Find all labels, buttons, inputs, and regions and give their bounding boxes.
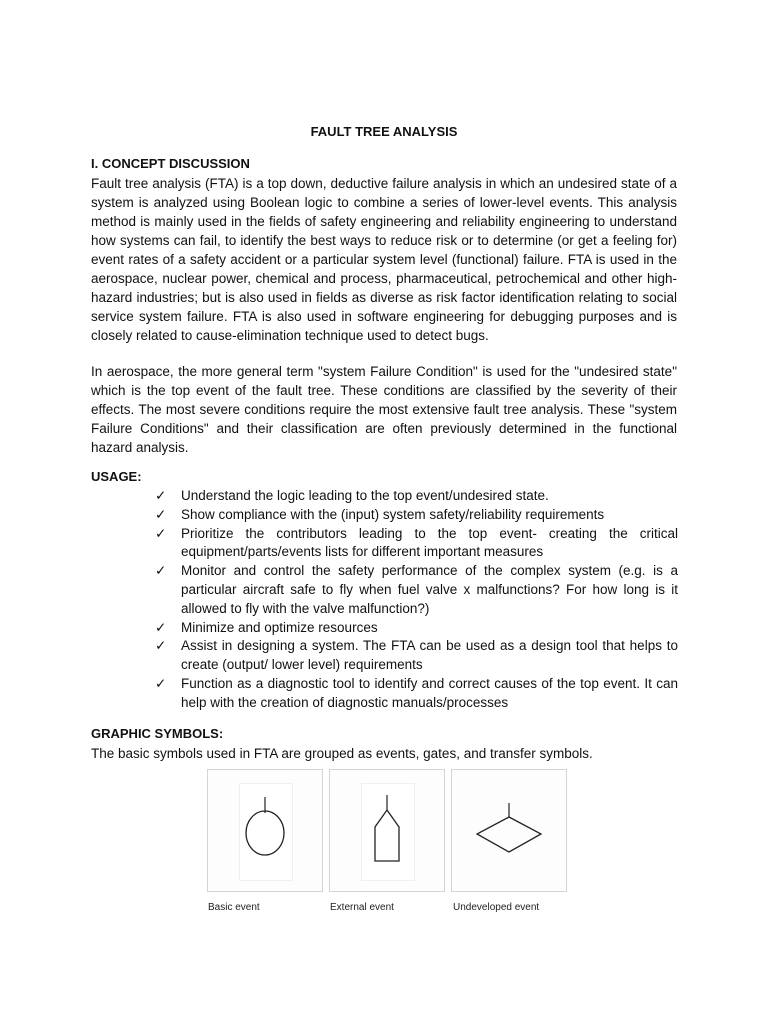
diamond-event-icon	[452, 770, 566, 891]
circle-event-icon	[208, 770, 322, 891]
graphic-symbols-heading: GRAPHIC SYMBOLS:	[91, 726, 224, 741]
checkmark-icon: ✓	[155, 563, 167, 579]
usage-heading: USAGE:	[91, 469, 142, 484]
usage-item-text: Function as a diagnostic tool to identify and correct causes of the top event. It can help with the creation of diagnostic manuals/processes	[181, 675, 678, 710]
usage-item-text: Prioritize the contributors leading to the top event- creating the critical equipment/parts/events lists for different important measures	[181, 525, 678, 560]
usage-item	[155, 487, 678, 506]
usage-item-text: Show compliance with the (input) system safety/reliability requirements	[181, 506, 605, 522]
external-event-box	[329, 769, 445, 892]
usage-item	[155, 675, 678, 713]
basic-event-box	[207, 769, 323, 892]
usage-item-text: Assist in designing a system. The FTA can be used as a design tool that helps to create (output/ lower level) requirements	[181, 638, 678, 673]
house-event-icon	[330, 770, 444, 891]
document-title: FAULT TREE ANALYSIS	[310, 124, 458, 139]
checkmark-icon: ✓	[155, 488, 167, 503]
usage-item	[155, 525, 678, 563]
external-event-label: External event	[330, 902, 394, 913]
usage-item	[155, 637, 678, 675]
concept-paragraph-2: In aerospace, the more general term "system Failure Condition" is used for the "undesired state" which is the top event of the fault tree. These conditions are classified by the severity of their effects. The most severe conditions require the most extensive fault tree analysis. These "system Failure Conditions" and their classification are often previously determined in the functional hazard analysis.	[91, 364, 677, 455]
undeveloped-event-label: Undeveloped event	[453, 902, 540, 913]
usage-item-text: Understand the logic leading to the top event/undesired state.	[181, 488, 549, 503]
undeveloped-event-box	[451, 769, 567, 892]
checkmark-icon: ✓	[155, 638, 167, 654]
concept-paragraph-1: Fault tree analysis (FTA) is a top down, deductive failure analysis in which an undesired state of a system is analyzed using Boolean logic to combine a series of lower-level events. This analysis method is mainly used in the fields of safety engineering and reliability engineering to understand how systems can fail, to identify the best ways to reduce risk or to determine (or get a feeling for) event rates of a safety accident or a particular system level (functional) failure. FTA is used in the aerospace, nuclear power, chemical and process, pharmaceutical, petrochemical and other high-hazard industries; but is also used in fields as diverse as risk factor identification relating to social service system failure. FTA is also used in software engineering for debugging purposes and is closely related to cause-elimination technique used to detect bugs.	[91, 176, 677, 343]
checkmark-icon: ✓	[155, 675, 167, 691]
usage-item	[155, 562, 678, 618]
concept-heading: I. CONCEPT DISCUSSION	[91, 156, 250, 171]
graphic-symbols-intro: The basic symbols used in FTA are grouped as events, gates, and transfer symbols.	[91, 746, 593, 761]
checkmark-icon: ✓	[155, 525, 167, 541]
checkmark-icon: ✓	[155, 619, 167, 635]
usage-item	[155, 506, 678, 525]
usage-item-text: Minimize and optimize resources	[181, 619, 378, 635]
usage-item-text: Monitor and control the safety performance of the complex system (e.g. is a particular aircraft safe to fly when fuel valve x malfunctions? For how long is it allowed to fly with the valve malfunction?)	[181, 563, 678, 616]
checkmark-icon: ✓	[155, 506, 167, 522]
usage-item	[155, 619, 678, 638]
usage-list	[155, 487, 678, 713]
basic-event-label: Basic event	[208, 902, 260, 913]
